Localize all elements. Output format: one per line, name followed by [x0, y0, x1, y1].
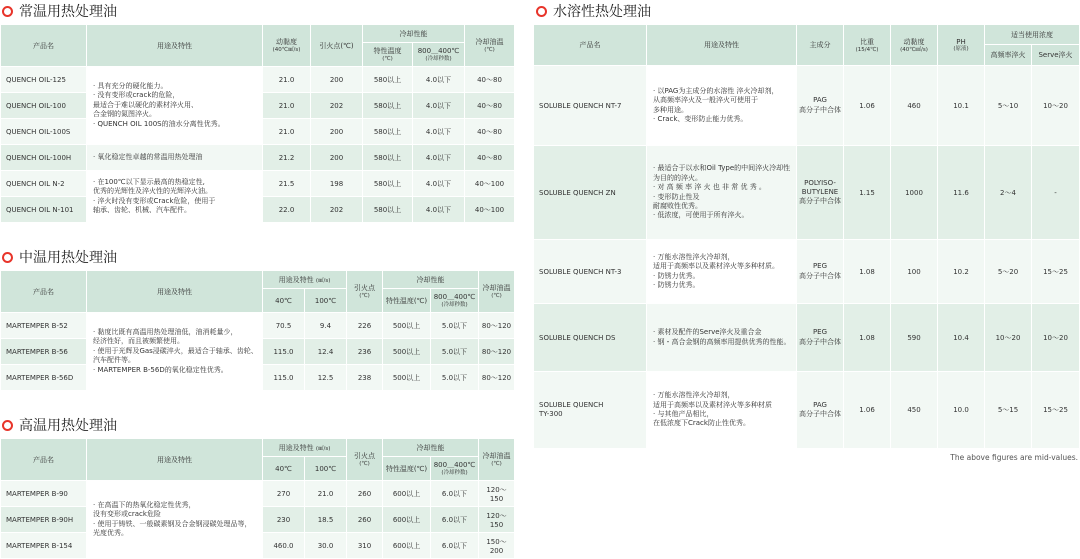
description: · 在100℃以下显示最高的热稳定性, 优秀的光辉性及淬火性的光辉淬火油。 · 淬火时没有变形或Crack危险，使用于 轴承、齿轮、机械、汽车配件。 [87, 171, 263, 223]
header-product-name: 产品名 [534, 25, 647, 66]
header-char-temp: 特性温度 (℃) [363, 43, 413, 67]
header-product-name: 产品名 [1, 25, 87, 67]
header-product-name: 产品名 [1, 439, 87, 481]
header-viscosity: 用途及特性 (㎟/s) [263, 271, 347, 289]
water-soluble-table: 产品名 用途及特性 主成分 比重 (15/4℃) 动黏度 (40℃㎟/s) PH (原液) 适当使用浓度 高频率淬火 Serve淬火 SOLUBLE QUENCH NT-7 · 以PAG为主成分的水溶性 淬火冷却剂， 从高频率淬火及一般淬火可使用于 多种用途。 · Crack、变形防止能力优秀。 PAG 高分子中合体 1.06 460 10.1 5～10 10～20 SOLUBLE QUENCH ZN · 最适合于以水和Oil Type的中间淬火冷却性 为目的的淬火。 · 对 高 频 率 淬 火 也 非 常 优 秀 。 · 变形防止性及 耐腐败性优秀。 · 低浓度，可使用于所有淬火。 POLYISO- BUTYLENE 高分子中合体 1.15 1000 11.6 2～4 - SOLUBLE QUENCH NT-3 · 万能水溶性淬火冷却剂， 适用于高频率以及素材淬火等多种材质。 · 防锈力优秀。 · 防锈力优秀。 PEG 高分子中合体 1.08 100 10.2 5～20 15～25 SOLUBLE QUENCH DS · 素材及配件的Serve淬火及重合金 · 钢・高合金钢的高频率用提供优秀的性能。 PEG 高分子中合体 1.08 590 10.4 10～20 10～20 SOLUBLE QUENCH TY-300 · 万能水溶性淬火冷却剂， 适用于高频率以及素材淬火等多种材质 · 与其他产品相比， 在低浓度下Crack防止性优秀。 PAG 高分子中合体 1.06 450 10.0 5～15 15～25 [533, 24, 1080, 449]
header-use: 用途及特性 [647, 25, 797, 66]
header-ph: PH (原液) [938, 25, 985, 66]
description: · 最适合于以水和Oil Type的中间淬火冷却性 为目的的淬火。 · 对 高 频 率 淬 火 也 非 常 优 秀 。 · 变形防止性及 耐腐败性优秀。 · 低浓度，可使用于所有淬火。 [647, 146, 797, 240]
table-row: MARTEMPER B-52 · 黏度比既有高温用热处理油低，油消耗量少， 经济性好，而且被频繁使用。 · 使用于光辉及Gas浸碳淬火，最适合于轴承、齿轮、 汽车配件等。 · MARTEMPER B-56D的氧化稳定性优秀。 70.5 9.4 226 500以上 5.0以下 80～120 [1, 313, 515, 339]
header-viscosity: 动黏度 (40℃㎟/s) [891, 25, 938, 66]
section-title-water-soluble: 水溶性热处理油 [536, 2, 651, 20]
header-component: 主成分 [797, 25, 844, 66]
table-row: MARTEMPER B-154 460.0 30.0 310 600以上 6.0以下 150～200 [1, 533, 515, 559]
header-cooling: 冷却性能 [383, 439, 479, 457]
circle-bullet-icon [2, 252, 13, 263]
header-oil-temp: 冷却油温 (℃) [479, 439, 515, 481]
header-oil-temp: 冷却油温 (℃) [479, 271, 515, 313]
header-flash-point: 引火点 (℃) [347, 271, 383, 313]
high-temp-oil-table: 产品名 用途及特性 用途及特性 (㎟/s) 引火点 (℃) 冷却性能 冷却油温 (℃) 40℃ 100℃ 特性温度(℃) 800＿400℃ (冷却秒数) MARTEMPER B-90 · 在高温下的热氧化稳定性优秀， 没有变形或crack危险 · 使用于铸铁、一般碳素钢及合金钢浸碳处理品等， 光度优秀。 270 21.0 260 600以上 6.0以下 120～150 MARTEMPER B-90H 230 18.5 260 600以上 6.0以下 120～150 MARTEMPER B-154 460.0 30.0 310 600以上 6.0以下 150～200 [0, 438, 515, 559]
section-title-mid-temp: 中温用热处理油 [2, 248, 117, 266]
header-viscosity: 动黏度 (40℃㎟/s) [263, 25, 311, 67]
description: · 黏度比既有高温用热处理油低，油消耗量少， 经济性好，而且被频繁使用。 · 使用于光辉及Gas浸碳淬火，最适合于轴承、齿轮、 汽车配件等。 · MARTEMPER B-56D的氧化稳定性优秀。 [87, 313, 263, 391]
circle-bullet-icon [2, 6, 13, 17]
table-row: QUENCH OIL-100S 21.0 200 580以上 4.0以下 40～80 [1, 119, 515, 145]
table-row: SOLUBLE QUENCH TY-300 · 万能水溶性淬火冷却剂， 适用于高频率以及素材淬火等多种材质 · 与其他产品相比， 在低浓度下Crack防止性优秀。 PAG 高分子中合体 1.06 450 10.0 5～15 15～25 [534, 372, 1080, 449]
header-use: 用途及特性 [87, 271, 263, 313]
header-specific-gravity: 比重 (15/4℃) [844, 25, 891, 66]
description: · 具有充分的硬化能力。 · 没有变形或crack的危险， 最适合于难以硬化的素材淬火用、 合金钢的氮图淬火。 · QUENCH OIL 100S的油水分离性优秀。 [87, 67, 263, 145]
table-row: QUENCH OIL-125 · 具有充分的硬化能力。 · 没有变形或crack的危险， 最适合于难以硬化的素材淬火用、 合金钢的氮图淬火。 · QUENCH OIL 100S的油水分离性优秀。 21.0 200 580以上 4.0以下 40～80 [1, 67, 515, 93]
table-row: MARTEMPER B-56D 115.0 12.5 238 500以上 5.0以下 80～120 [1, 365, 515, 391]
header-use: 用途及特性 [87, 439, 263, 481]
table-row: SOLUBLE QUENCH NT-3 · 万能水溶性淬火冷却剂， 适用于高频率以及素材淬火等多种材质。 · 防锈力优秀。 · 防锈力优秀。 PEG 高分子中合体 1.08 100 10.2 5～20 15～25 [534, 240, 1080, 304]
header-cooling: 冷却性能 [363, 25, 465, 43]
table-row: QUENCH OIL N-2 · 在100℃以下显示最高的热稳定性, 优秀的光辉性及淬火性的光辉淬火油。 · 淬火时没有变形或Crack危险，使用于 轴承、齿轮、机械、汽车配件。 21.5 198 580以上 4.0以下 40～100 [1, 171, 515, 197]
table-row: QUENCH OIL-100H · 氧化稳定性卓越的常温用热处理油 21.2 200 580以上 4.0以下 40～80 [1, 145, 515, 171]
description: · 以PAG为主成分的水溶性 淬火冷却剂， 从高频率淬火及一般淬火可使用于 多种用途。 · Crack、变形防止能力优秀。 [647, 66, 797, 146]
footnote: The above figures are mid-values. [950, 453, 1078, 462]
section-title-room-temp: 常温用热处理油 [2, 2, 117, 20]
header-flash-point: 引火点 (℃) [347, 439, 383, 481]
header-concentration: 适当使用浓度 [985, 25, 1080, 45]
header-product-name: 产品名 [1, 271, 87, 313]
table-row: SOLUBLE QUENCH DS · 素材及配件的Serve淬火及重合金 · 钢・高合金钢的高频率用提供优秀的性能。 PEG 高分子中合体 1.08 590 10.4 10～20 10～20 [534, 304, 1080, 372]
circle-bullet-icon [2, 420, 13, 431]
circle-bullet-icon [536, 6, 547, 17]
table-row: QUENCH OIL N-101 22.0 202 580以上 4.0以下 40～100 [1, 197, 515, 223]
description: · 万能水溶性淬火冷却剂， 适用于高频率以及素材淬火等多种材质。 · 防锈力优秀。 · 防锈力优秀。 [647, 240, 797, 304]
description: · 万能水溶性淬火冷却剂， 适用于高频率以及素材淬火等多种材质 · 与其他产品相比， 在低浓度下Crack防止性优秀。 [647, 372, 797, 449]
description: · 氧化稳定性卓越的常温用热处理油 [87, 145, 263, 171]
room-temp-oil-table [0, 24, 515, 223]
header-cooling-time: 800＿400℃ (冷却秒数) [413, 43, 465, 67]
table-row: QUENCH OIL-100 21.0 202 580以上 4.0以下 40～80 [1, 93, 515, 119]
table-row: SOLUBLE QUENCH NT-7 · 以PAG为主成分的水溶性 淬火冷却剂， 从高频率淬火及一般淬火可使用于 多种用途。 · Crack、变形防止能力优秀。 PAG 高分子中合体 1.06 460 10.1 5～10 10～20 [534, 66, 1080, 146]
mid-temp-oil-table: 产品名 用途及特性 用途及特性 (㎟/s) 引火点 (℃) 冷却性能 冷却油温 (℃) 40℃ 100℃ 特性温度(℃) 800＿400℃ (冷却秒数) MARTEMPER B-52 · 黏度比既有高温用热处理油低，油消耗量少， 经济性好，而且被频繁使用。 · 使用于光辉及Gas浸碳淬火，最适合于轴承、齿轮、 汽车配件等。 · MARTEMPER B-56D的氧化稳定性优秀。 70.5 9.4 226 500以上 5.0以下 80～120 MARTEMPER B-56 115.0 12.4 236 500以上 5.0以下 80～120 MARTEMPER B-56D 115.0 12.5 238 500以上 5.0以下 80～120 [0, 270, 515, 391]
table-row: MARTEMPER B-90 · 在高温下的热氧化稳定性优秀， 没有变形或crack危险 · 使用于铸铁、一般碳素钢及合金钢浸碳处理品等， 光度优秀。 270 21.0 260 600以上 6.0以下 120～150 [1, 481, 515, 507]
description: · 在高温下的热氧化稳定性优秀， 没有变形或crack危险 · 使用于铸铁、一般碳素钢及合金钢浸碳处理品等， 光度优秀。 [87, 481, 263, 559]
header-flash-point: 引火点(℃) [311, 25, 363, 67]
header-use: 用途及特性 [87, 25, 263, 67]
section-title-high-temp: 高温用热处理油 [2, 416, 117, 434]
table-row: MARTEMPER B-56 115.0 12.4 236 500以上 5.0以下 80～120 [1, 339, 515, 365]
description: · 素材及配件的Serve淬火及重合金 · 钢・高合金钢的高频率用提供优秀的性能。 [647, 304, 797, 372]
header-oil-temp: 冷却油温 (℃) [465, 25, 515, 67]
header-cooling: 冷却性能 [383, 271, 479, 289]
header-viscosity: 用途及特性 (㎟/s) [263, 439, 347, 457]
table-row: SOLUBLE QUENCH ZN · 最适合于以水和Oil Type的中间淬火冷却性 为目的的淬火。 · 对 高 频 率 淬 火 也 非 常 优 秀 。 · 变形防止性及 耐腐败性优秀。 · 低浓度，可使用于所有淬火。 POLYISO- BUTYLENE 高分子中合体 1.15 1000 11.6 2～4 - [534, 146, 1080, 240]
table-row: MARTEMPER B-90H 230 18.5 260 600以上 6.0以下 120～150 [1, 507, 515, 533]
